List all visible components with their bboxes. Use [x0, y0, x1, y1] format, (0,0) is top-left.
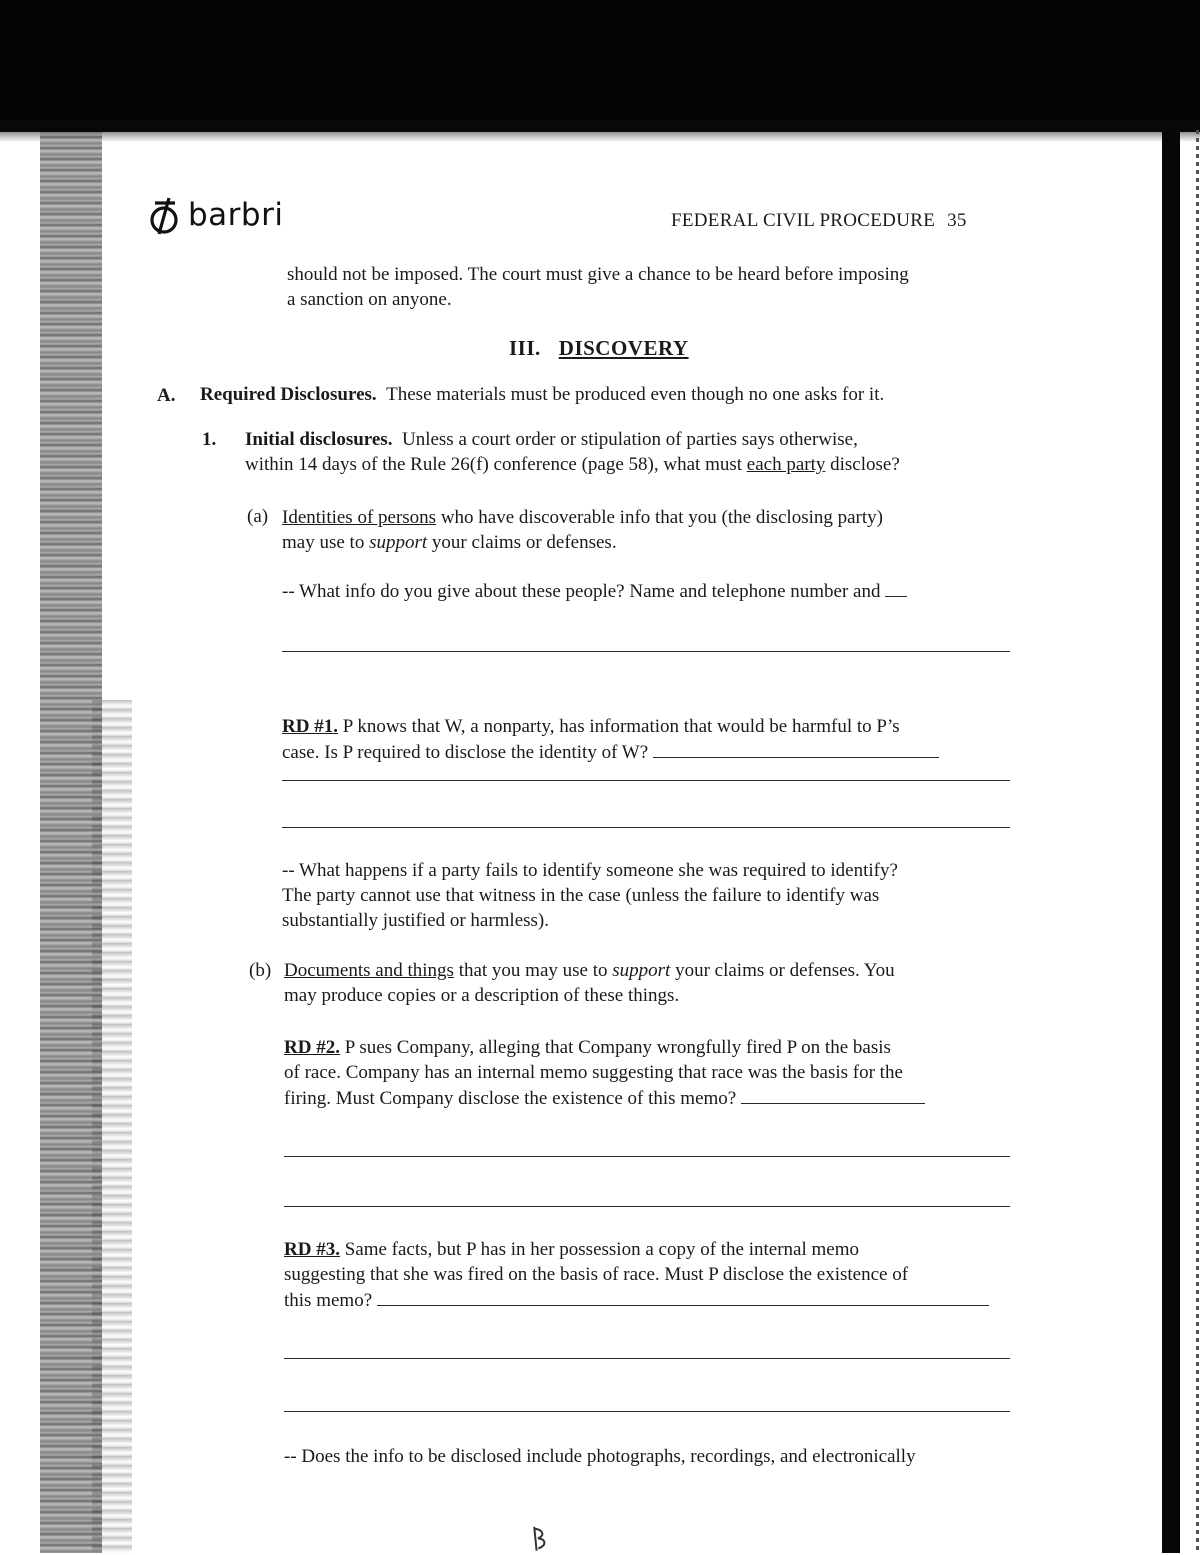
sub-b-line-2: may produce copies or a description of these things.: [284, 985, 680, 1006]
answer-line[interactable]: [282, 780, 1010, 781]
scan-left-noise: [92, 700, 132, 1553]
rd3-line-1: [284, 1237, 859, 1262]
answer-blank[interactable]: [741, 1085, 925, 1104]
item-1-line-1: [245, 427, 858, 452]
sub-a-question-text: -- What info do you give about these people? Name and telephone number and: [282, 581, 881, 602]
answer-blank[interactable]: [653, 739, 939, 758]
sub-a-line-2: [282, 530, 617, 555]
rd2-line-3-text: firing. Must Company disclose the existence of this memo?: [284, 1088, 737, 1109]
scan-right-perforation: [1196, 130, 1199, 1550]
answer-line[interactable]: [282, 827, 1010, 828]
sub-b-support: support: [612, 960, 671, 981]
sub-a-identities: Identities of persons: [282, 507, 437, 528]
scan-right-edge: [1162, 132, 1180, 1553]
section-numeral: III.: [509, 336, 541, 360]
item-1-heading: Initial disclosures.: [245, 429, 393, 450]
closing-line-1: -- Does the info to be disclosed include photographs, recordings, and electronically: [284, 1446, 916, 1467]
rd3-line-2: suggesting that she was fired on the basis of race. Must P disclose the existence of: [284, 1264, 909, 1285]
section-title-text: DISCOVERY: [558, 336, 689, 360]
intro-line-2: a sanction on anyone.: [287, 289, 452, 310]
sub-b-line-1-pre: that you may use to: [458, 960, 608, 981]
rd2-line-2: of race. Company has an internal memo suggesting that race was the basis for the: [284, 1062, 903, 1083]
scan-top-fade: [0, 120, 1200, 142]
rd2-line-1: [284, 1035, 891, 1060]
rd1-line-1: [282, 714, 900, 739]
rd1-line-1-text: P knows that W, a nonparty, has information that would be harmful to P’s: [342, 716, 900, 737]
rd3-line-1-text: Same facts, but P has in her possession a copy of the internal memo: [344, 1239, 860, 1260]
answer-blank[interactable]: [377, 1287, 989, 1306]
rd1-label: RD #1.: [282, 716, 338, 737]
rd2-label: RD #2.: [284, 1037, 340, 1058]
sub-b-documents: Documents and things: [284, 960, 454, 981]
sub-a-line-2-pre: may use to: [282, 532, 365, 553]
rd2-line-1-text: P sues Company, alleging that Company wrongfully fired P on the basis: [344, 1037, 891, 1058]
sub-a-line-1-text: who have discoverable info that you (the disclosing party): [440, 507, 883, 528]
answer-blank[interactable]: [885, 578, 907, 597]
part-a-line: [200, 382, 884, 407]
running-title: FEDERAL CIVIL PROCEDURE: [671, 210, 936, 231]
page-number: 35: [947, 210, 967, 231]
running-header: [671, 210, 967, 232]
rd3-line-3-text: this memo?: [284, 1290, 373, 1311]
sub-a-line-2-post: your claims or defenses.: [431, 532, 617, 553]
answer-line[interactable]: [284, 1358, 1010, 1359]
item-1-line-2: [245, 452, 900, 477]
answer-line[interactable]: [284, 1156, 1010, 1157]
answer-line[interactable]: [284, 1206, 1010, 1207]
rd3-label: RD #3.: [284, 1239, 340, 1260]
barbri-logo-icon: [148, 193, 182, 237]
sub-a-support: support: [369, 532, 428, 553]
failure-line-2: The party cannot use that witness in the case (unless the failure to identify was: [282, 885, 880, 906]
section-title: [509, 336, 689, 361]
sub-b-line-1: [284, 958, 895, 983]
rd3-line-3: [284, 1287, 989, 1313]
barbri-logo: [148, 193, 283, 237]
answer-line[interactable]: [282, 651, 1010, 652]
rd2-line-3: [284, 1085, 925, 1111]
sub-a-line-1: [282, 505, 883, 530]
item-1-line-2-post: disclose?: [830, 454, 900, 475]
logo-text: barbri: [188, 197, 284, 233]
part-a-marker: A.: [157, 385, 176, 406]
item-1-line-2-pre: within 14 days of the Rule 26(f) conference (page 58), what must: [245, 454, 743, 475]
intro-line-1: should not be imposed. The court must give a chance to be heard before imposing: [287, 264, 909, 285]
handwritten-mark-icon: [528, 1523, 554, 1555]
sub-a-marker: (a): [247, 506, 269, 527]
rd1-line-2-text: case. Is P required to disclose the identity of W?: [282, 742, 649, 763]
item-1-line-1-text: Unless a court order or stipulation of parties says otherwise,: [401, 429, 858, 450]
scan-top-shadow: [0, 0, 1200, 132]
sub-b-line-1-post: your claims or defenses. You: [675, 960, 895, 981]
sub-b-marker: (b): [249, 960, 272, 981]
failure-line-3: substantially justified or harmless).: [282, 910, 550, 931]
answer-line[interactable]: [284, 1411, 1010, 1412]
part-a-text: These materials must be produced even though no one asks for it.: [386, 384, 885, 405]
item-1-each-party: each party: [746, 454, 826, 475]
rd1-line-2: [282, 739, 939, 765]
part-a-heading: Required Disclosures.: [200, 384, 377, 405]
failure-line-1: -- What happens if a party fails to identify someone she was required to identify?: [282, 860, 898, 881]
sub-a-question: [282, 578, 907, 604]
item-1-marker: 1.: [202, 429, 217, 450]
